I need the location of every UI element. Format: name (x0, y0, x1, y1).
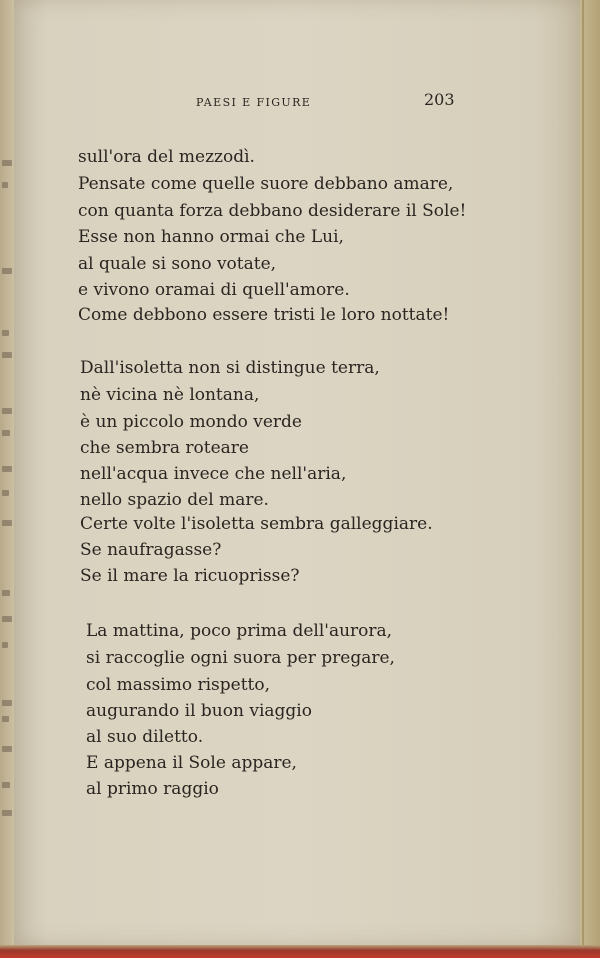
verse-line: è un piccolo mondo verde (80, 412, 302, 432)
verse-line: nell'acqua invece che nell'aria, (80, 464, 347, 484)
verse-line: augurando il buon viaggio (86, 701, 312, 721)
verse-line: Come debbono essere tristi le loro nottate! (78, 305, 450, 325)
verse-line: col massimo rispetto, (86, 675, 271, 695)
verse-line: con quanta forza debbano desiderare il Sole! (78, 201, 467, 221)
page-number: 203 (424, 90, 455, 109)
verse-line: sull'ora del mezzodì. (78, 147, 255, 167)
verse-line: nello spazio del mare. (80, 490, 269, 510)
verse-line: al quale si sono votate, (78, 254, 277, 274)
book-page-edge-right (580, 0, 600, 958)
verse-line: nè vicina nè lontana, (80, 385, 260, 405)
verse-line: che sembra roteare (80, 438, 249, 458)
verse-line: Dall'isoletta non si distingue terra, (80, 358, 380, 378)
verse-line: La mattina, poco prima dell'aurora, (86, 621, 393, 641)
verse-line: Pensate come quelle suore debbano amare, (78, 174, 454, 194)
verse-line: si raccoglie ogni suora per pregare, (86, 648, 395, 668)
verse-line: Esse non hanno ormai che Lui, (78, 227, 344, 247)
verse-line: e vivono oramai di quell'amore. (78, 280, 350, 300)
book-cover-edge-bottom (0, 945, 600, 958)
verse-line: Se il mare la ricuoprisse? (80, 566, 300, 586)
verse-line: E appena il Sole appare, (86, 753, 297, 773)
running-title: PAESI E FIGURE (196, 96, 312, 109)
verse-line: Certe volte l'isoletta sembra galleggiare. (80, 514, 433, 534)
verse-line: al suo diletto. (86, 727, 204, 747)
verse-line: Se naufragasse? (80, 540, 222, 560)
verse-line: al primo raggio (86, 779, 219, 799)
